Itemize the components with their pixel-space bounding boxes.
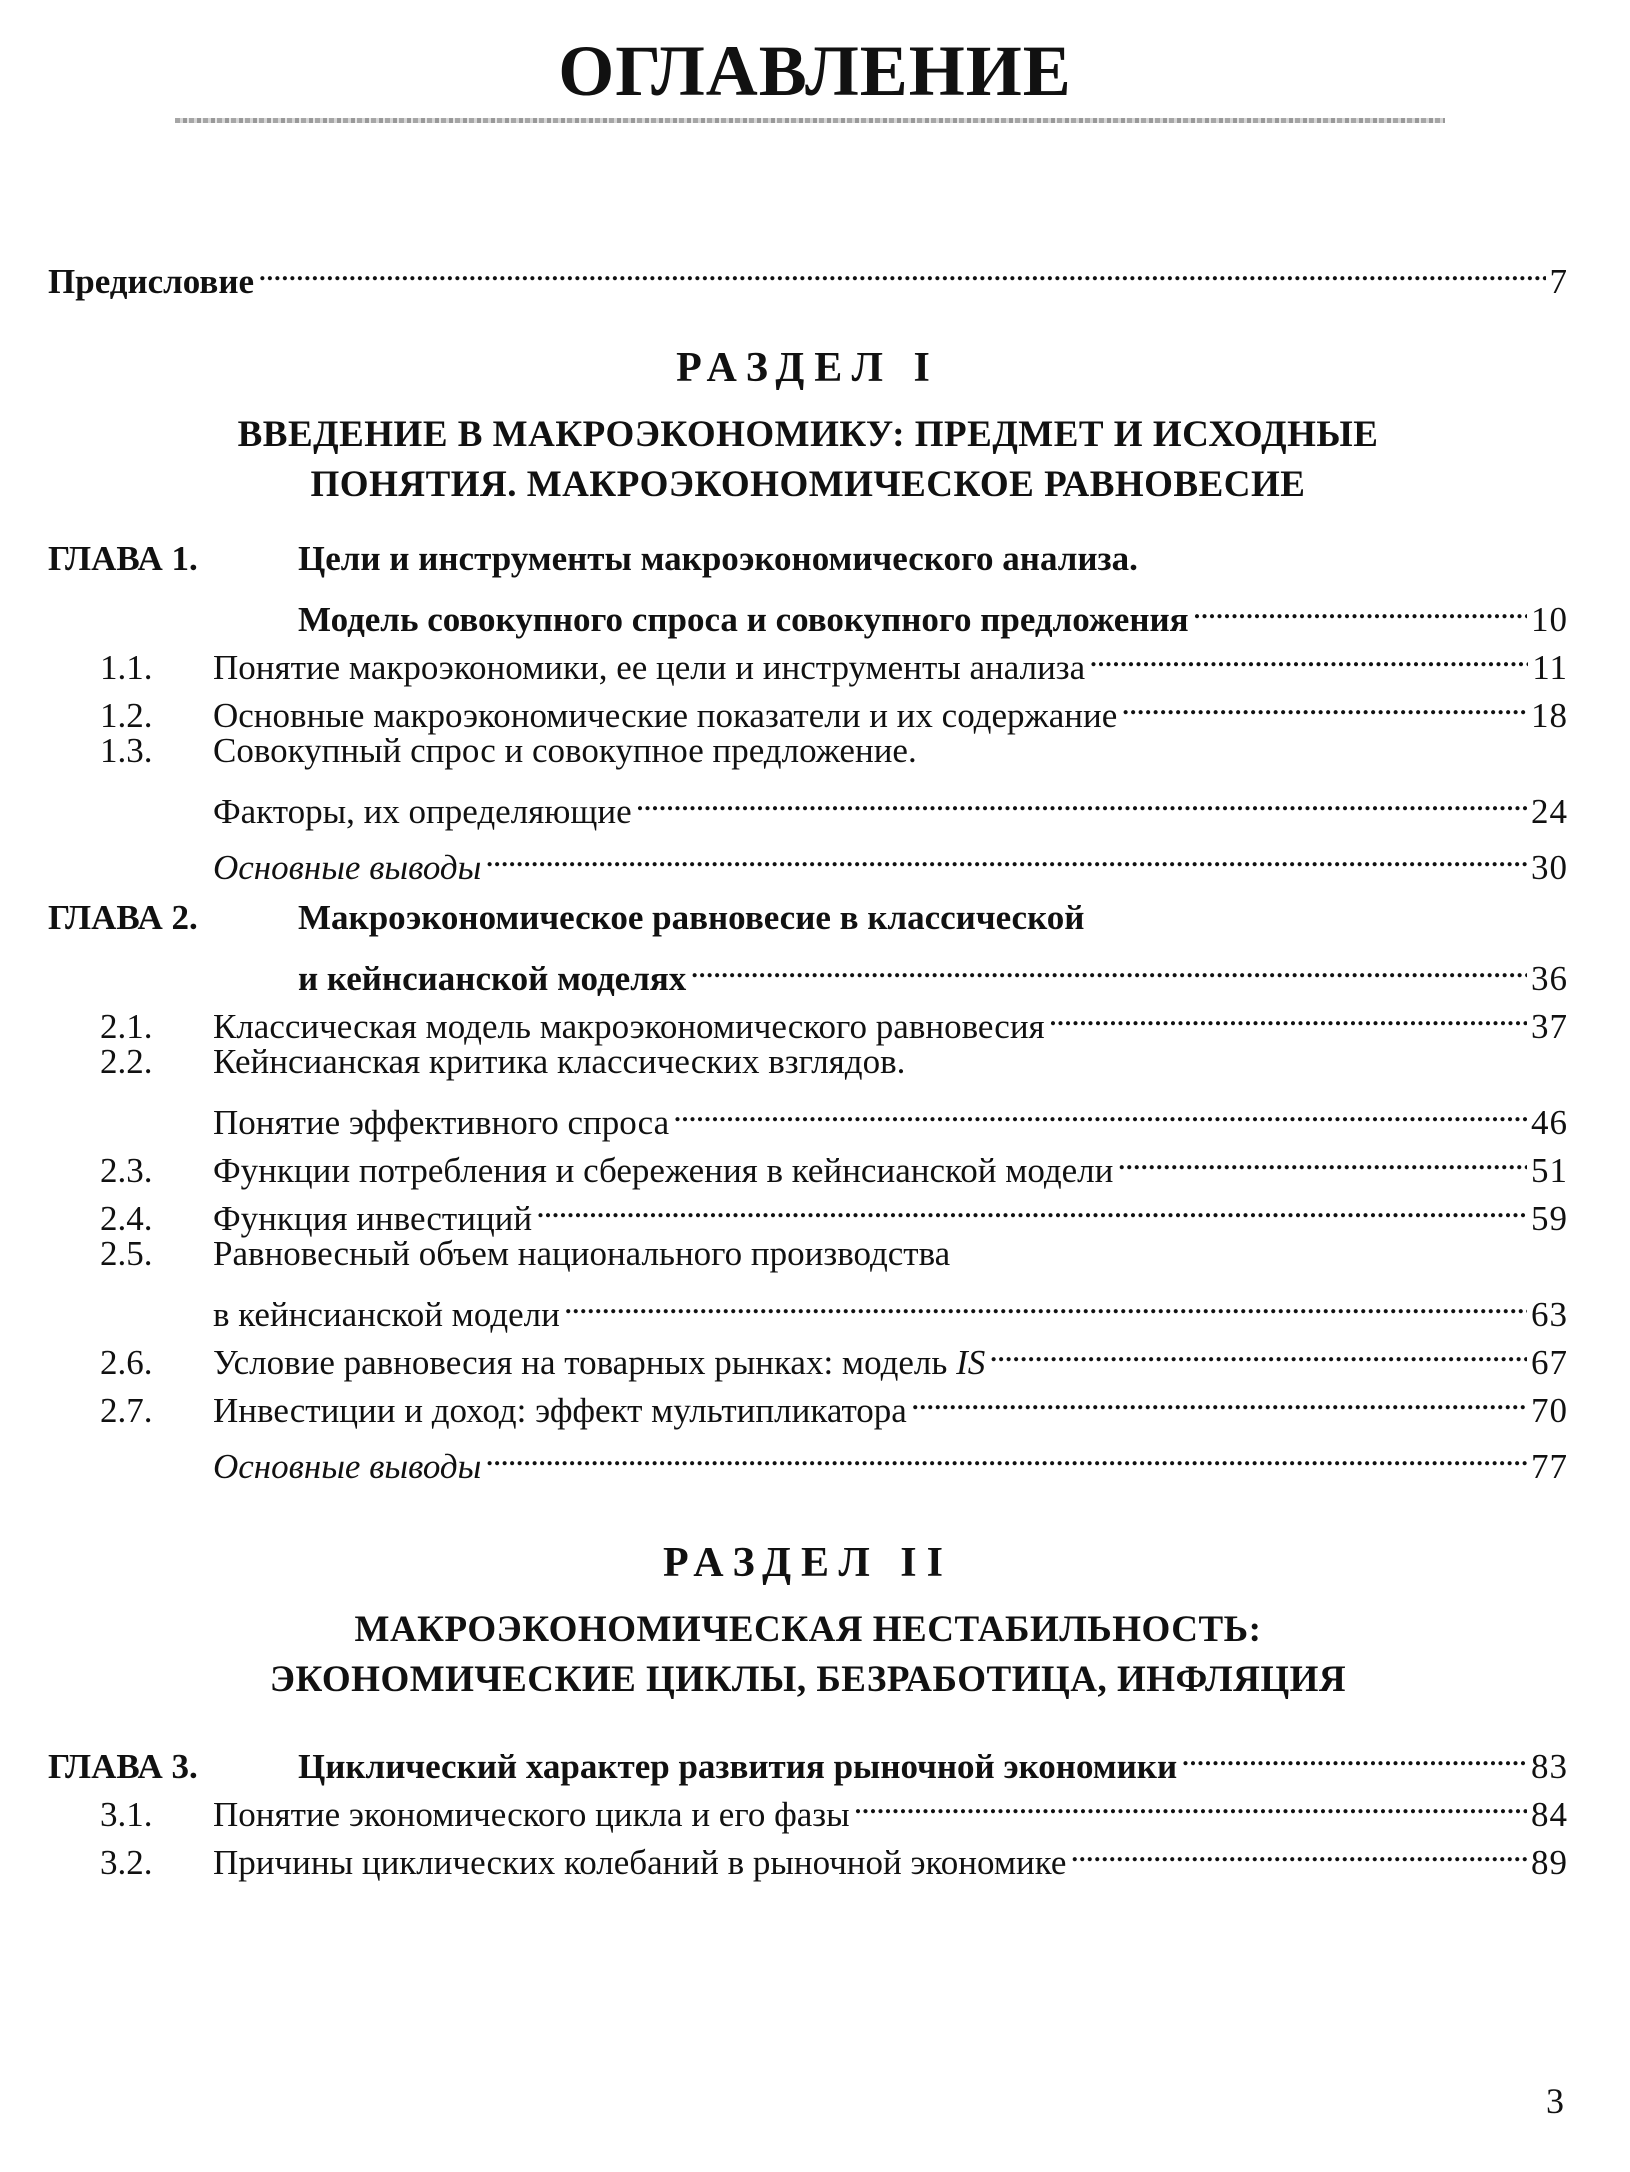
toc-item-2-5-line1[interactable]	[48, 1230, 1568, 1278]
item-number: 2.4.	[100, 1199, 153, 1238]
item-title: Функция инвестиций	[213, 1199, 533, 1238]
section-title-line: ПОНЯТИЯ. МАКРОЭКОНОМИЧЕСКОЕ РАВНОВЕСИЕ	[310, 464, 1306, 505]
item-title-italic: IS	[956, 1343, 986, 1382]
toc-page-number: 59	[1531, 1199, 1568, 1238]
dot-leader	[1121, 679, 1527, 727]
section-heading: РАЗДЕЛ I	[676, 345, 940, 391]
chapter-number: ГЛАВА 3.	[48, 1747, 198, 1786]
item-number: 3.2.	[100, 1843, 153, 1882]
chapter-title: Цели и инструменты макроэкономического анализа.	[298, 539, 1138, 578]
section-heading: РАЗДЕЛ II	[662, 1540, 953, 1586]
toc-page-number: 67	[1531, 1343, 1568, 1382]
toc-page-number: 11	[1532, 648, 1568, 687]
dot-leader	[911, 1374, 1527, 1422]
dot-leader	[636, 775, 1527, 823]
chapter-title: Макроэкономическое равновесие в классической	[298, 898, 1085, 937]
dot-leader	[989, 1326, 1527, 1374]
item-number: 2.3.	[100, 1151, 153, 1190]
page-number: 3	[1546, 2081, 1564, 2121]
item-number: 2.7.	[100, 1391, 153, 1430]
dot-leader	[485, 831, 1527, 879]
toc-entry-text: Предисловие	[48, 262, 255, 301]
chapter-title: и кейнсианской моделях	[298, 959, 687, 998]
item-title: Инвестиции и доход: эффект мультипликатора	[213, 1391, 907, 1430]
item-number: 1.2.	[100, 696, 153, 735]
toc-page-number: 24	[1531, 792, 1568, 831]
item-number: 2.5.	[100, 1234, 153, 1273]
section-title-line: ВВЕДЕНИЕ В МАКРОЭКОНОМИКУ: ПРЕДМЕТ И ИСХОДНЫЕ	[237, 414, 1379, 455]
chapter-number: ГЛАВА 2.	[48, 898, 198, 937]
toc-item-1-3-line2[interactable]	[48, 775, 1568, 831]
section-title-line: МАКРОЭКОНОМИЧЕСКАЯ НЕСТАБИЛЬНОСТЬ:	[354, 1609, 1262, 1650]
chapter-title: Модель совокупного спроса и совокупного предложения	[298, 600, 1189, 639]
dot-leader	[485, 1430, 1527, 1478]
item-number: 2.1.	[100, 1007, 153, 1046]
item-title: Понятие эффективного спроса	[213, 1103, 670, 1142]
summary-title: Основные выводы	[213, 848, 482, 887]
toc-item-2-5-line2[interactable]	[48, 1278, 1568, 1334]
toc-page-number: 83	[1531, 1747, 1568, 1786]
item-title: Кейнсианская критика классических взглядов.	[213, 1042, 906, 1081]
dot-leader	[690, 942, 1527, 990]
item-number: 3.1.	[100, 1795, 153, 1834]
toc-item-2-2-line2[interactable]	[48, 1086, 1568, 1142]
item-title	[213, 1339, 985, 1387]
title-rule	[175, 118, 1445, 123]
summary-title: Основные выводы	[213, 1447, 482, 1486]
dot-leader	[258, 245, 1545, 293]
dot-leader	[536, 1182, 1527, 1230]
item-title: Основные макроэкономические показатели и их содержание	[213, 696, 1118, 735]
chapter-number: ГЛАВА 1.	[48, 539, 198, 578]
section-title-line: ЭКОНОМИЧЕСКИЕ ЦИКЛЫ, БЕЗРАБОТИЦА, ИНФЛЯЦИЯ	[269, 1659, 1347, 1700]
item-title: Совокупный спрос и совокупное предложение.	[213, 731, 917, 770]
toc-preface[interactable]	[48, 245, 1568, 301]
toc-page-number: 89	[1531, 1843, 1568, 1882]
item-title: Равновесный объем национального производства	[213, 1234, 951, 1273]
toc-item-2-2-line1[interactable]	[48, 1038, 1568, 1086]
toc-page-number: 70	[1531, 1391, 1568, 1430]
item-number: 1.1.	[100, 648, 153, 687]
dot-leader	[673, 1086, 1527, 1134]
toc-chapter-1-line1[interactable]	[48, 535, 1568, 583]
item-number: 2.2.	[100, 1042, 153, 1081]
toc-summary-ch1[interactable]	[48, 831, 1568, 887]
toc-page-number: 36	[1531, 959, 1568, 998]
toc-chapter-1-line2[interactable]	[48, 583, 1568, 639]
dot-leader	[1049, 990, 1527, 1038]
toc-chapter-3[interactable]	[48, 1730, 1568, 1786]
table-of-contents	[48, 245, 1568, 1882]
toc-page-number: 30	[1531, 848, 1568, 887]
dot-leader	[1070, 1826, 1527, 1874]
toc-item-2-1[interactable]	[48, 990, 1568, 1046]
toc-page-number: 84	[1531, 1795, 1568, 1834]
dot-leader	[564, 1278, 1527, 1326]
toc-page-number: 10	[1531, 600, 1568, 639]
toc-page-number: 77	[1531, 1447, 1568, 1486]
item-title: Понятие экономического цикла и его фазы	[213, 1795, 850, 1834]
toc-page-number: 46	[1531, 1103, 1568, 1142]
item-title: в кейнсианской модели	[213, 1295, 560, 1334]
item-title: Классическая модель макроэкономического равновесия	[213, 1007, 1045, 1046]
toc-page-number: 37	[1531, 1007, 1568, 1046]
page-title: ОГЛАВЛЕНИЕ	[558, 31, 1072, 111]
item-number: 2.6.	[100, 1343, 153, 1382]
item-title: Понятие макроэкономики, ее цели и инструменты анализа	[213, 648, 1086, 687]
item-title: Функции потребления и сбережения в кейнсианской модели	[213, 1151, 1114, 1190]
toc-chapter-2-line1[interactable]	[48, 894, 1568, 942]
toc-chapter-2-line2[interactable]	[48, 942, 1568, 998]
item-title: Факторы, их определяющие	[213, 792, 632, 831]
section-title	[48, 1605, 1568, 1705]
dot-leader	[1193, 583, 1527, 631]
toc-page-number: 18	[1531, 696, 1568, 735]
toc-summary-ch2[interactable]	[48, 1430, 1568, 1486]
item-number: 1.3.	[100, 731, 153, 770]
dot-leader	[854, 1778, 1527, 1826]
item-title: Причины циклических колебаний в рыночной экономике	[213, 1843, 1067, 1882]
dot-leader	[1117, 1134, 1527, 1182]
section-title	[48, 410, 1568, 510]
dot-leader	[1089, 631, 1528, 679]
item-title-text: Условие равновесия на товарных рынках: модель	[213, 1343, 948, 1382]
dot-leader	[1181, 1730, 1527, 1778]
chapter-title: Циклический характер развития рыночной экономики	[298, 1747, 1178, 1786]
toc-item-1-3-line1[interactable]	[48, 727, 1568, 775]
toc-page-number: 51	[1531, 1151, 1568, 1190]
toc-page-number: 7	[1549, 262, 1568, 301]
toc-page-number: 63	[1531, 1295, 1568, 1334]
